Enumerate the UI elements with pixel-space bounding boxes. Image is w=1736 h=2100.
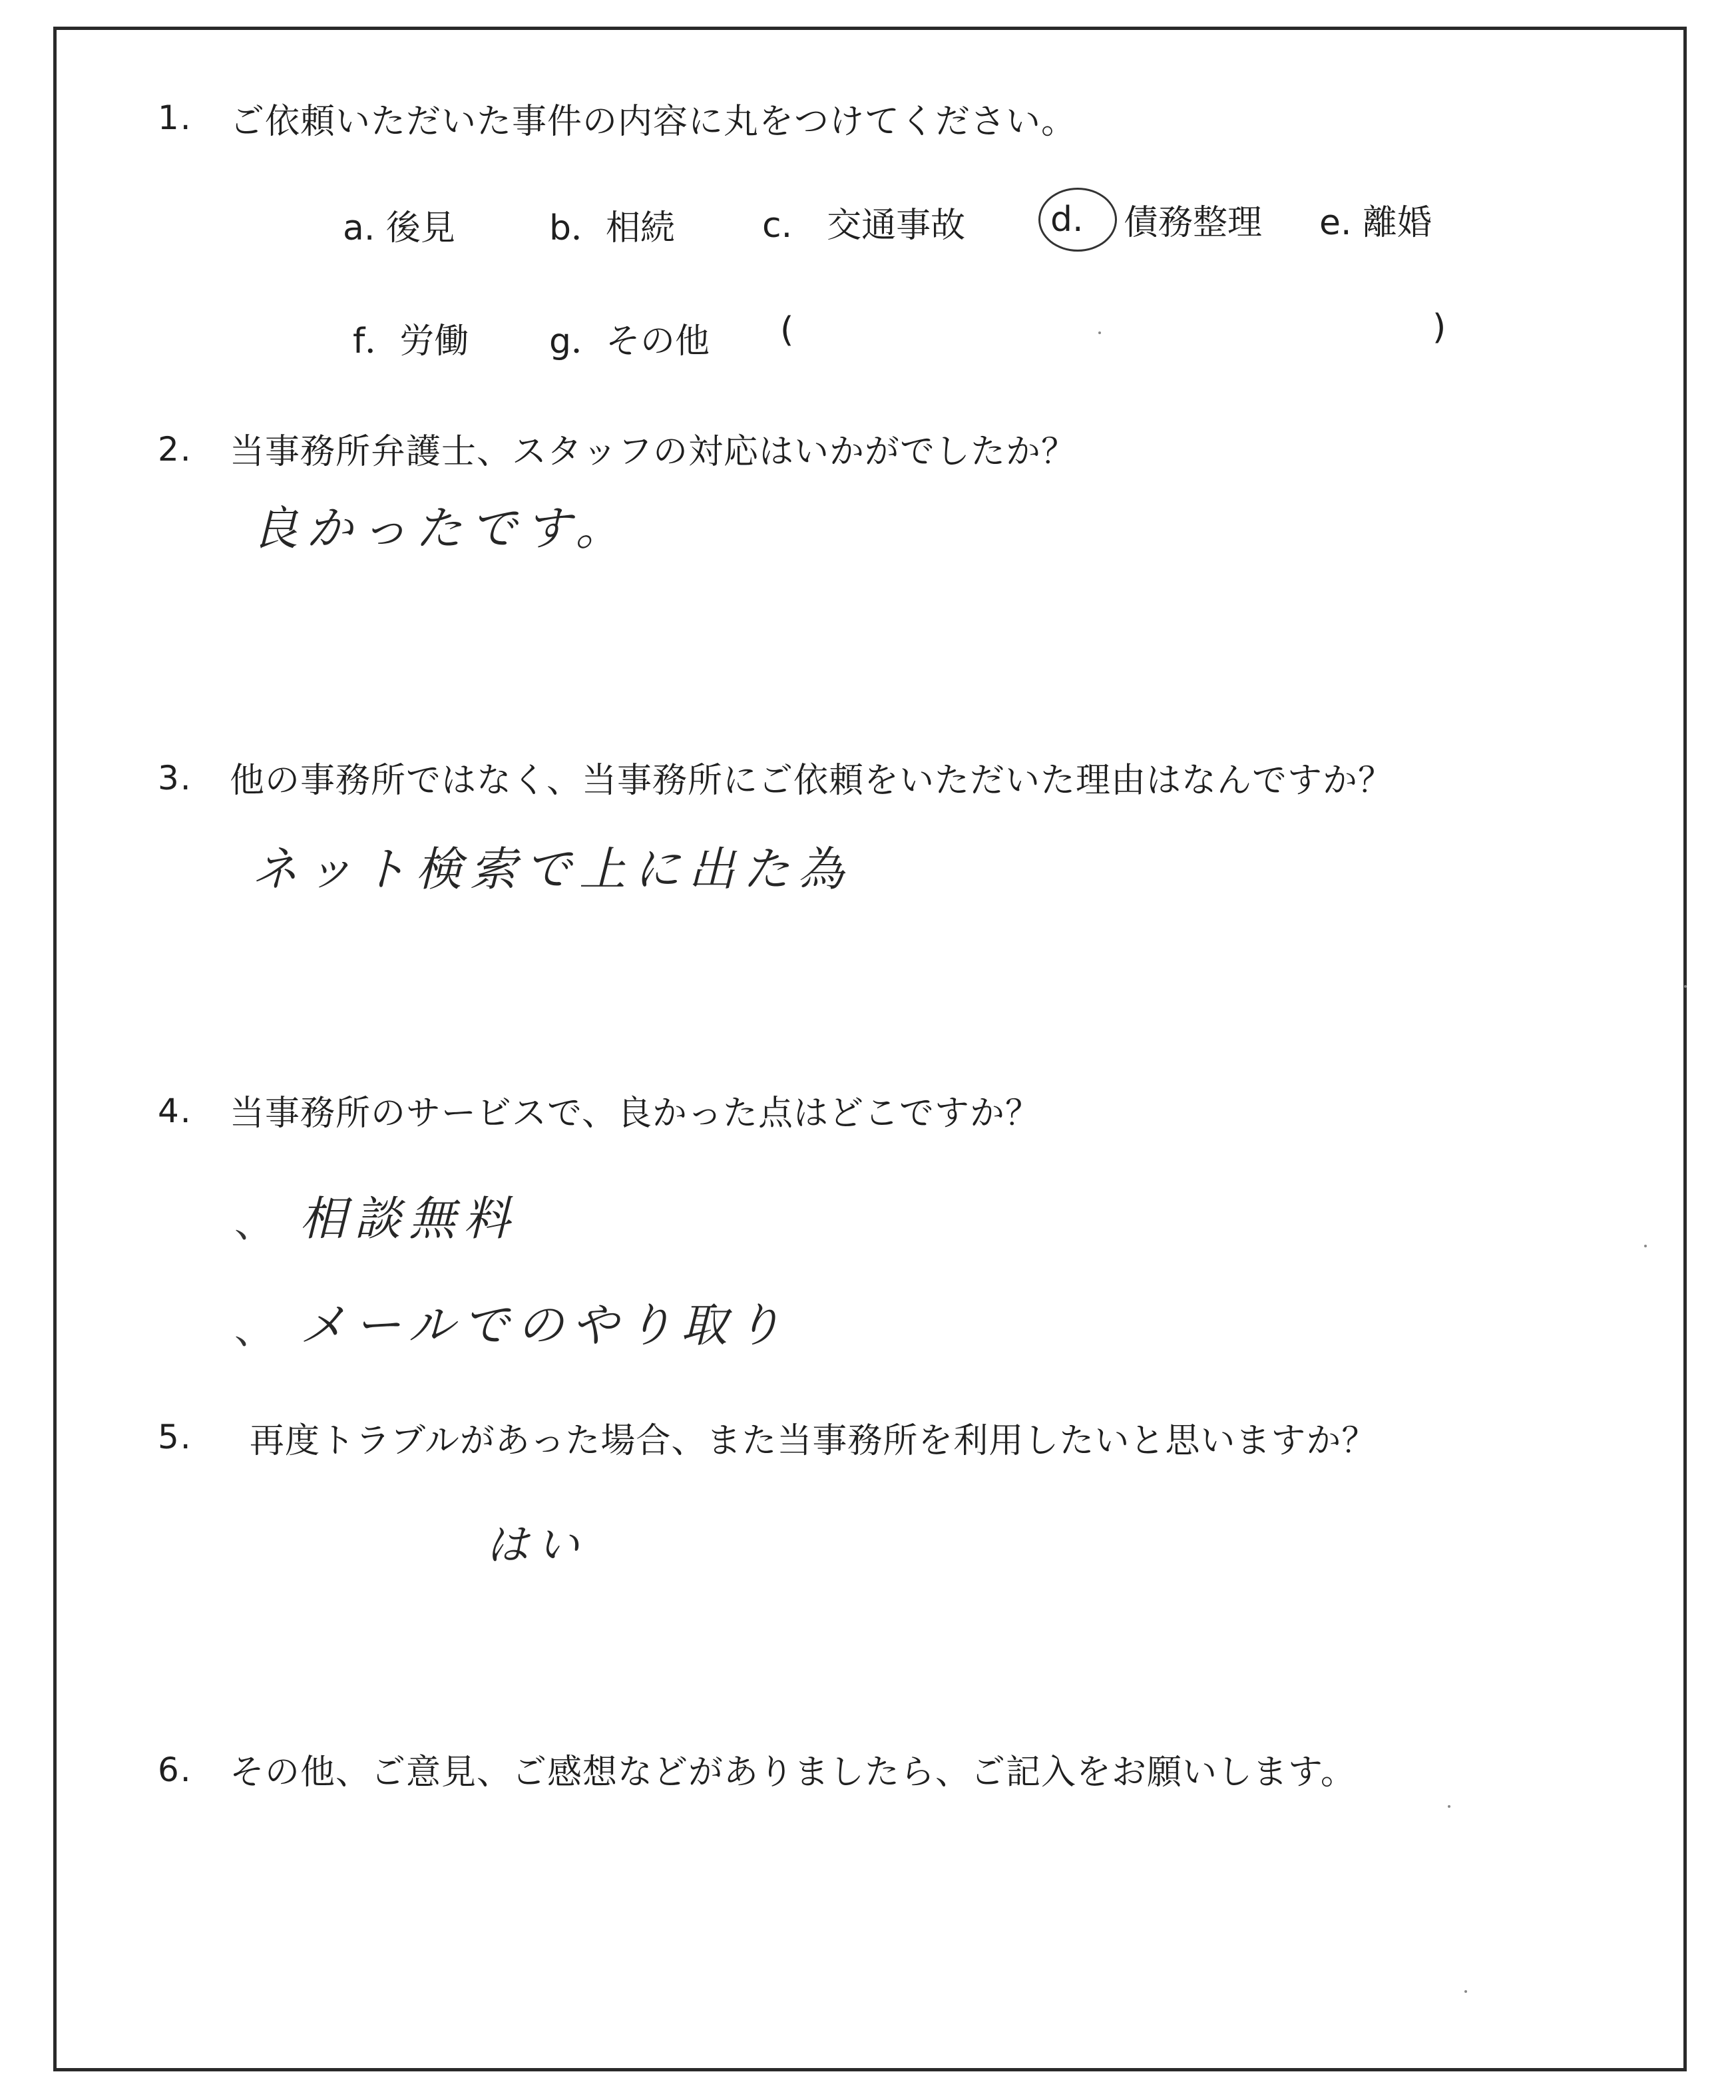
option-d-letter[interactable]: d.: [1050, 200, 1084, 240]
question-6-number: 6.: [158, 1751, 192, 1789]
answer-4-item-1: 相談無料: [300, 1191, 518, 1246]
answer-5-handwriting: はい: [486, 1521, 587, 1570]
answer-4-bullet-2: 、: [234, 1307, 274, 1353]
other-paren-close: ): [1432, 308, 1446, 347]
question-3-text: 他の事務所ではなく、当事務所にご依頼をいただいた理由はなんですか？: [230, 761, 1393, 801]
option-a[interactable]: a. 後見: [343, 208, 455, 248]
question-2-number: 2.: [158, 430, 192, 469]
question-4-text: 当事務所のサービスで、良かった点はどこですか？: [230, 1094, 1040, 1134]
scan-speck: [1684, 985, 1687, 988]
question-3-number: 3.: [158, 759, 192, 797]
scan-speck: [1448, 1805, 1450, 1808]
option-e[interactable]: e. 離婚: [1319, 203, 1432, 243]
question-5-number: 5.: [158, 1418, 192, 1456]
question-4-number: 4.: [158, 1092, 192, 1130]
answer-4-bullet-1: 、: [234, 1200, 274, 1247]
answer-2-handwriting: 良かったです。: [252, 501, 630, 556]
question-5-text: 再度トラブルがあった場合、また当事務所を利用したいと思いますか？: [250, 1421, 1377, 1461]
option-g[interactable]: g．その他: [549, 321, 710, 361]
scan-speck: [1098, 331, 1101, 334]
scan-speck: [1644, 1245, 1647, 1247]
scan-speck: [1464, 1990, 1467, 1993]
answer-3-handwriting: ネット検索で上に出た為: [252, 842, 852, 897]
option-f[interactable]: f．労働: [353, 321, 469, 361]
other-paren-open: (: [780, 310, 794, 350]
option-c[interactable]: c. 交通事故: [762, 206, 966, 246]
question-1-number: 1.: [158, 99, 192, 137]
answer-4-item-2: メールでのやり取り: [300, 1298, 790, 1353]
question-2-text: 当事務所弁護士、スタッフの対応はいかがでしたか？: [230, 432, 1077, 472]
option-b[interactable]: b．相続: [549, 208, 676, 248]
question-6-text: その他、ご意見、ご感想などがありましたら、ご記入をお願いします。: [230, 1753, 1356, 1792]
question-1-text: ご依頼いただいた事件の内容に丸をつけてください。: [230, 102, 1077, 142]
option-d-label[interactable]: 債務整理: [1124, 203, 1263, 243]
